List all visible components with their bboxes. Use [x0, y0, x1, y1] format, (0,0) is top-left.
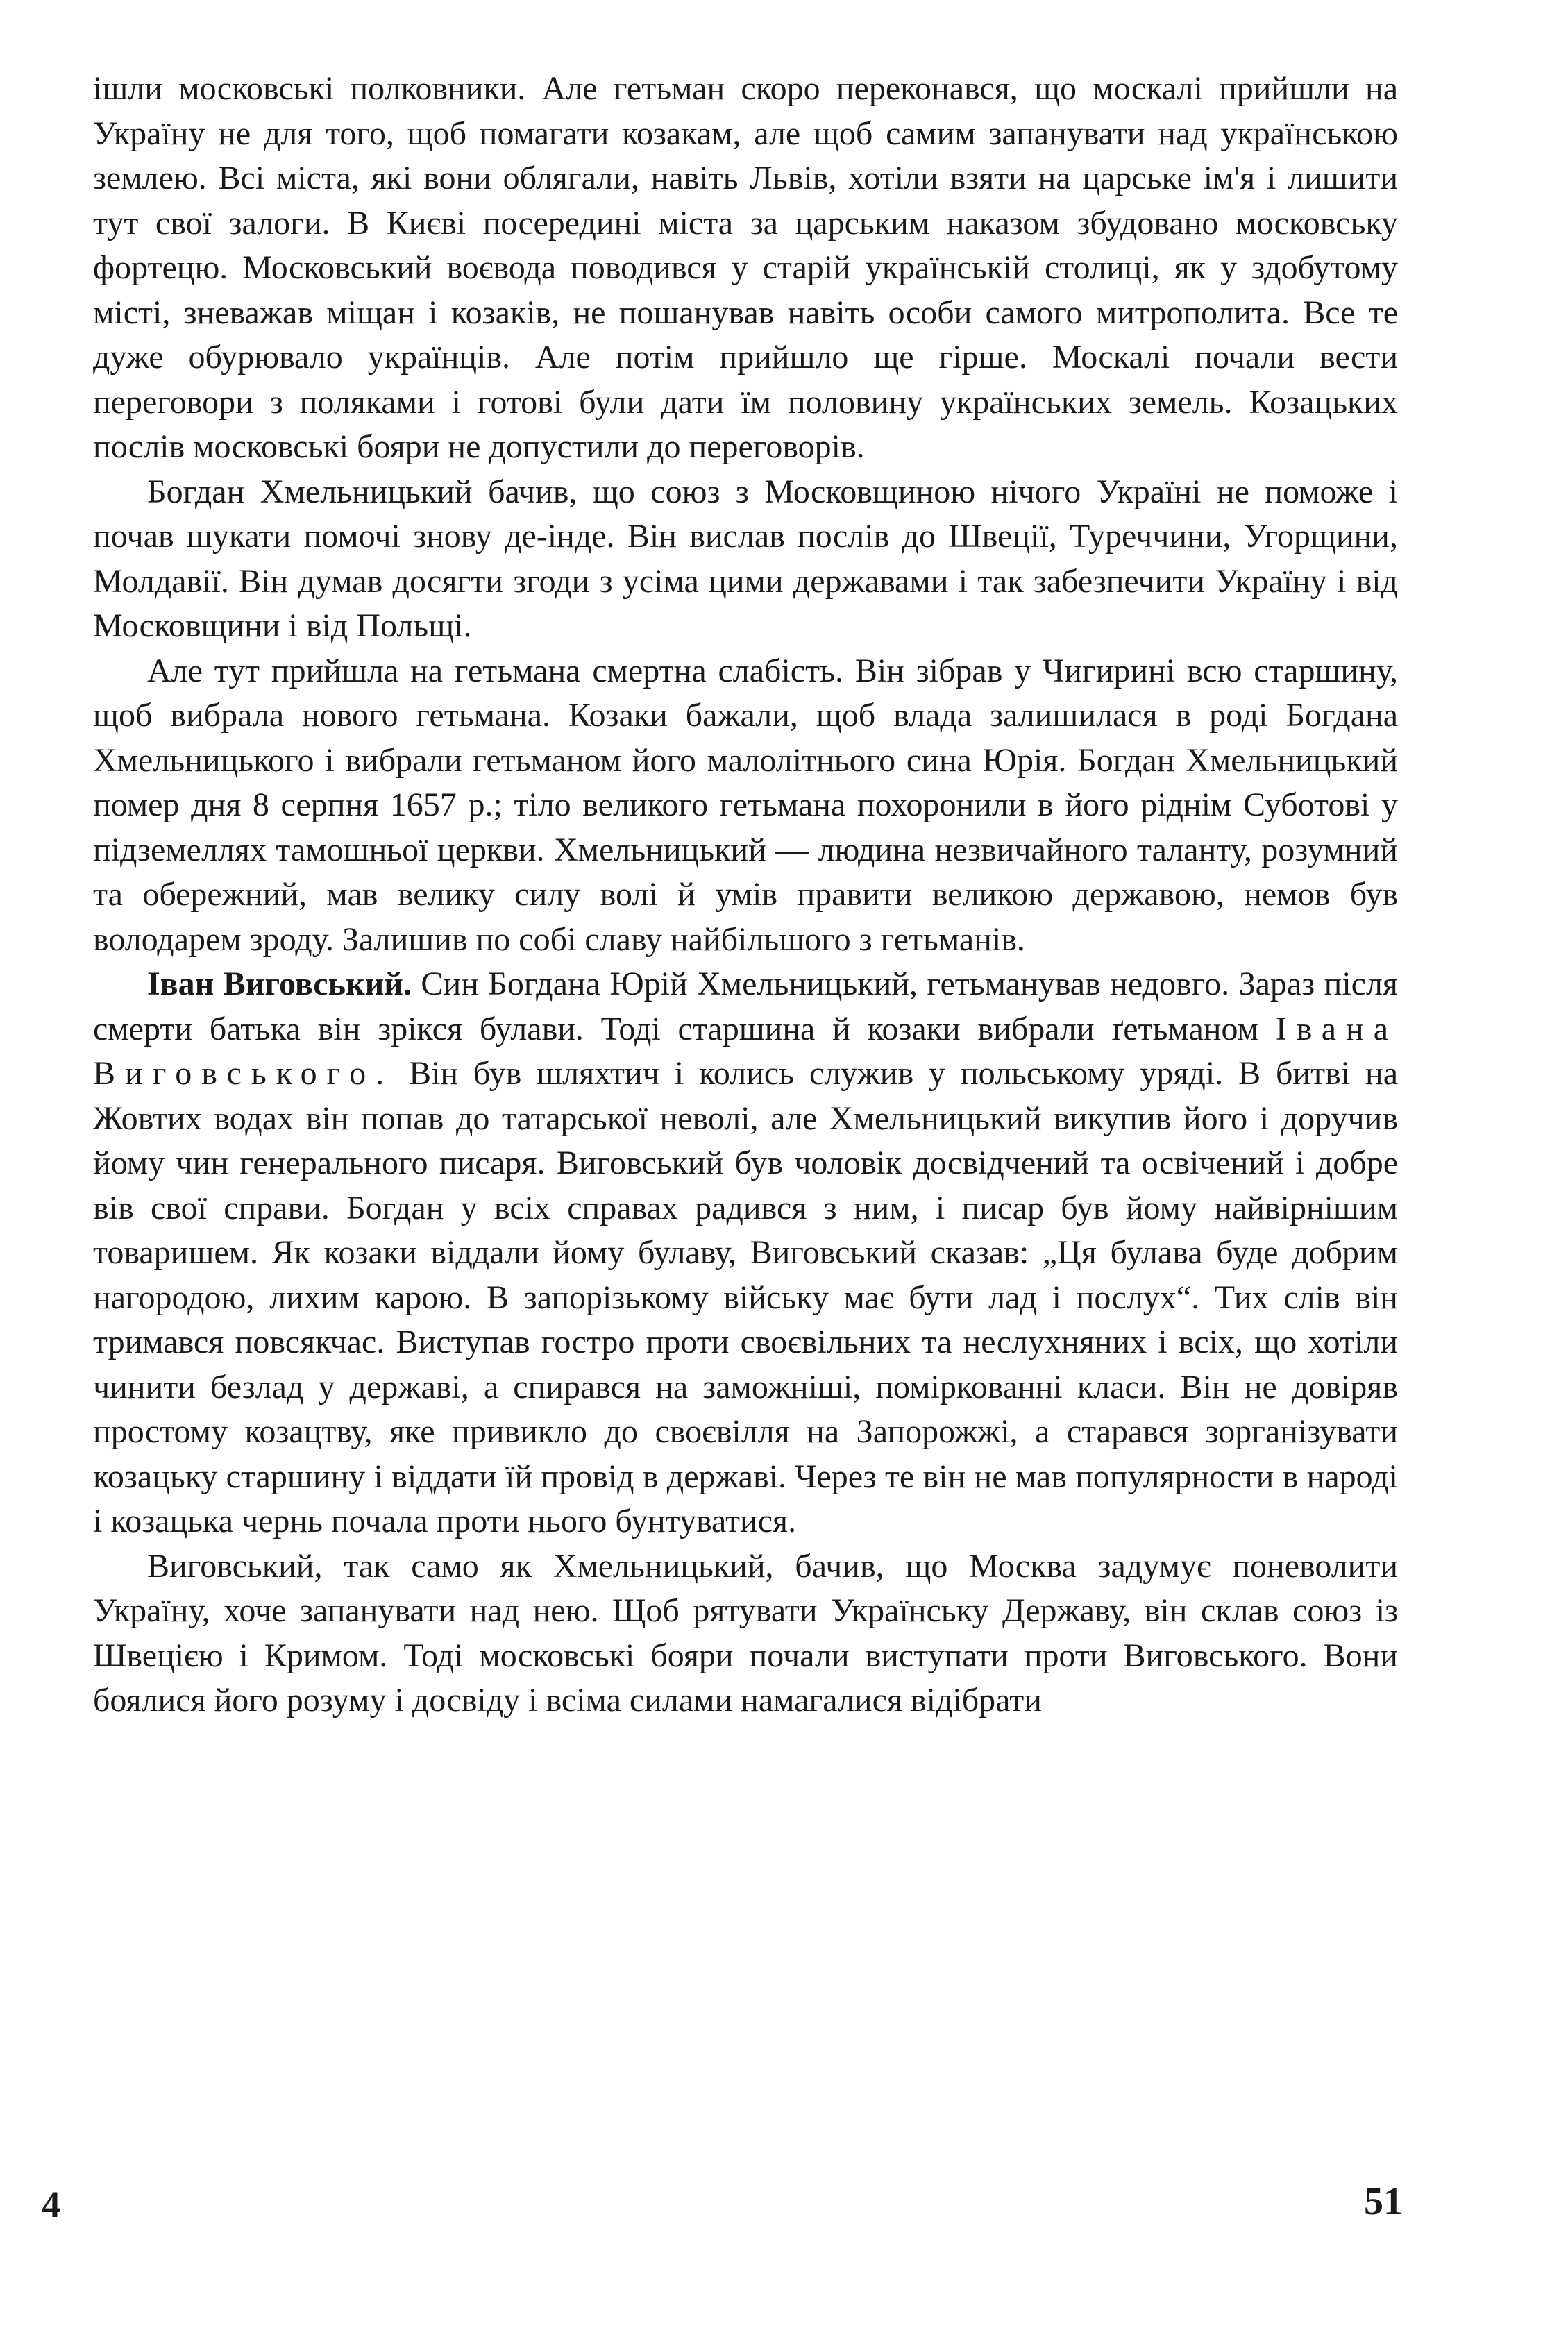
paragraph-4-text-after: Він був шляхтич і колись служив у польському уряді. В битві на Жовтих водах він попав до татарської неволі, але Хмельницький викупив його і доручив йому чин генерального писаря. Виговський був чоловік досвідчений та освічений і добре вів свої справи. Богдан у всіх справах радився з ним, і писар був йому найвірнішим товаришем. Як козаки віддали йому булаву, Виговський сказав: „Ця булава буде добрим нагородою, лихим карою. В запорізькому війську має бути лад і послух“. Тих слів він тримався повсякчас. Виступав гостро проти своєвільних та неслухняних і всіх, що хотіли чинити безлад у державі, а спирався на заможніші, поміркованні класи. Він не довіряв простому козацтву, яке привикло до своєвілля на Запорожжі, а старався зорганізувати козацьку старшину і віддати їй провід в державі. Через те він не мав популярности в народі і козацька чернь почала проти нього бунтуватися. [93, 1055, 1398, 1539]
spaced-name: Івана Виговського. [93, 1010, 1398, 1092]
section-heading-ivan-vyhovsky: Іван Виговський. [147, 965, 412, 1002]
paragraph-5: Виговський, так само як Хмельницький, бачив, що Москва задумує поневолити Україну, хоче запанувати над нею. Щоб рятувати Українську Державу, він склав союз із Швецією і Кримом. Тоді московські бояри почали виступати проти Виговського. Вони боялися його розуму і досвіду і всіма силами намагалися відібрати [93, 1547, 1398, 1719]
signature-mark: 4 [42, 2184, 60, 2225]
paragraph-1: ішли московські полковники. Але гетьман скоро переконався, що москалі прийшли на Україну не для того, щоб помагати козакам, але щоб самим запанувати над українською землею. Всі міста, які вони облягали, навіть Львів, хотіли взяти на царське ім'я і лишити тут свої залоги. В Києві посередині міста за царським наказом збудовано московську фортецю. Московський воєвода поводився у старій українській столиці, як у здобутому місті, зневажав міщан і козаків, не пошанував навіть особи самого митрополита. Все те дуже обурювало українців. Але потім прийшло ще гірше. Москалі почали вести переговори з поляками і готові були дати їм половину українських земель. Козацьких послів московські бояри не допустили до переговорів. [93, 70, 1398, 465]
paragraph-3: Але тут прийшла на гетьмана смертна слабість. Він зібрав у Чигирині всю старшину, щоб вибрала нового гетьмана. Козаки бажали, щоб влада залишилася в роді Богдана Хмельницького і вибрали гетьманом його малолітнього сина Юрія. Богдан Хмельницький помер дня 8 серпня 1657 р.; тіло великого гетьмана похоронили в його ріднім Суботові у підземеллях тамошньої церкви. Хмельницький — людина незвичайного таланту, розумний та обережний, мав велику силу волі й умів правити великою державою, немов був володарем зроду. Залишив по собі славу найбільшого з гетьманів. [93, 652, 1398, 958]
paragraph-4-text-before: Син Богдана Юрій Хмельницький, гетьманував недовго. Зараз після смерти батька він зрікся булави. Тоді старшина й козаки вибрали ґетьманом [93, 965, 1399, 1047]
paragraph-4 [93, 962, 1398, 1544]
page-number: 51 [1364, 2180, 1403, 2223]
page-body-text [93, 67, 1398, 1723]
paragraph-2: Богдан Хмельницький бачив, що союз з Московщиною нічого Україні не поможе і почав шукати помочі знову де-інде. Він вислав послів до Швеції, Туреччини, Угорщини, Молдавії. Він думав досягти згоди з усіма цими державами і так забезпечити Україну і від Московщини і від Польщі. [93, 473, 1398, 644]
